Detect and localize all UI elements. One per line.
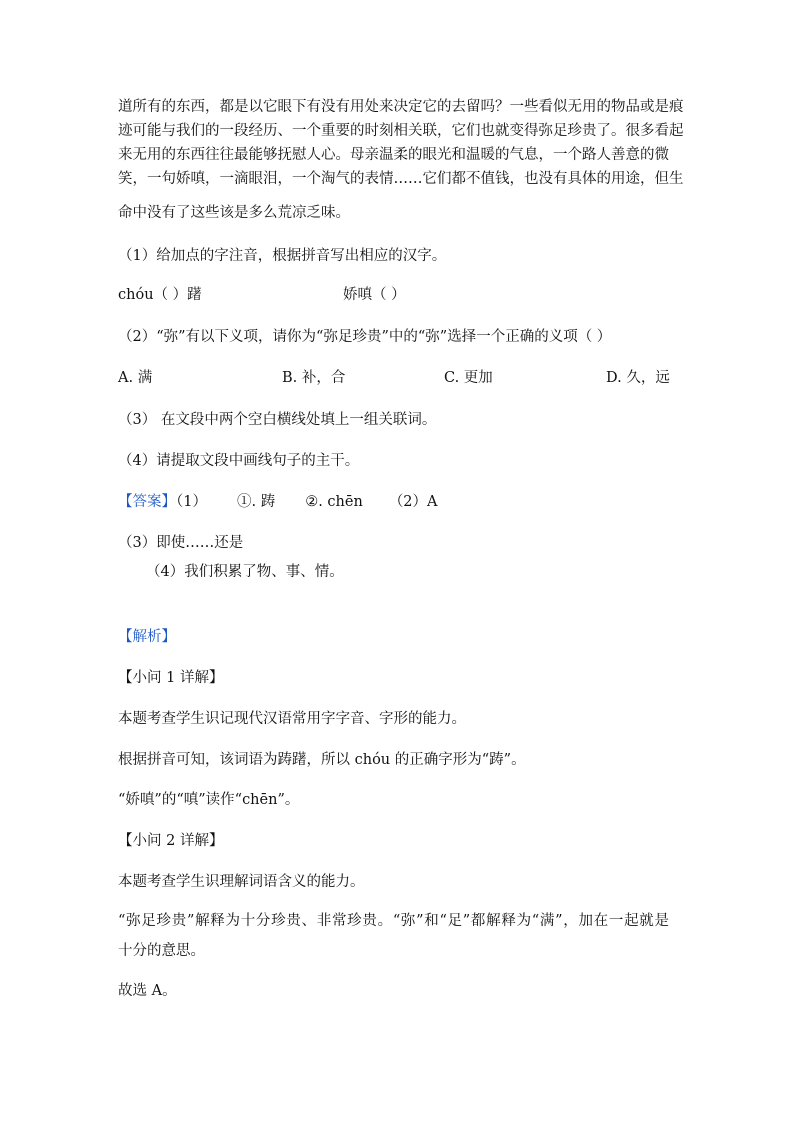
answer-part-1-sub-1: ①. 踌 [236, 494, 276, 510]
analysis-paragraph: 故选 A。 [118, 983, 177, 999]
analysis-paragraph: 本题考查学生识理解词语含义的能力。 [118, 874, 365, 890]
answer-tag: 【答案】 [118, 494, 176, 510]
answer-line-1 [118, 492, 438, 512]
question-4: （4）请提取文段中画线句子的主干。 [118, 453, 360, 469]
question-1: （1）给加点的字注音，根据拼音写出相应的汉字。 [118, 248, 447, 264]
answer-line-3: （4）我们积累了物、事、情。 [146, 564, 344, 580]
passage-line: 命中没有了这些该是多么荒凉乏味。 [118, 205, 350, 221]
question-1-item-b: 娇嗔（ ） [343, 287, 406, 303]
subquestion-2-heading: 【小问 2 详解】 [118, 833, 224, 849]
analysis-tag: 【解析】 [118, 629, 176, 645]
answer-part-2: （2）A [388, 494, 438, 510]
analysis-paragraph: 十分的意思。 [118, 943, 205, 959]
question-2-option-b: B. 补，合 [282, 370, 346, 386]
question-2-option-d: D. 久，远 [606, 370, 670, 386]
answer-part-1-sub-2: ②. chēn [305, 494, 363, 510]
question-3: （3） 在文段中两个空白横线处填上一组关联词。 [118, 412, 437, 428]
analysis-paragraph: 本题考查学生识记现代汉语常用字字音、字形的能力。 [118, 711, 466, 727]
analysis-paragraph: “娇嗔”的“嗔”读作“chēn”。 [118, 792, 300, 808]
subquestion-1-heading: 【小问 1 详解】 [118, 670, 224, 686]
analysis-paragraph: 根据拼音可知，该词语为踌躇，所以 chóu 的正确字形为“踌”。 [118, 752, 526, 768]
answer-part-1: （1） [176, 494, 207, 510]
passage-line: 笑，一句娇嗔，一滴眼泪，一个淘气的表情……它们都不值钱，也没有具体的用途，但生 [118, 171, 684, 187]
analysis-paragraph: “弥足珍贵”解释为十分珍贵、非常珍贵。“弥”和“足”都解释为“满”，加在一起就是 [118, 913, 669, 929]
passage-line: 来无用的东西往往最能够抚慰人心。母亲温柔的眼光和温暖的气息，一个路人善意的微 [118, 147, 669, 163]
question-1-item-a: chóu（ ）躇 [118, 287, 202, 303]
passage-line: 道所有的东西，都是以它眼下有没有用处来决定它的去留吗？一些看似无用的物品或是痕 [118, 99, 684, 115]
question-2-option-c: C. 更加 [444, 370, 493, 386]
question-2-option-a: A. 满 [118, 370, 153, 386]
question-2: （2）“弥”有以下义项，请你为“弥足珍贵”中的“弥”选择一个正确的义项（ ） [118, 329, 612, 345]
passage-line: 迹可能与我们的一段经历、一个重要的时刻相关联，它们也就变得弥足珍贵了。很多看起 [118, 123, 684, 139]
answer-line-2: （3）即使……还是 [118, 535, 244, 551]
